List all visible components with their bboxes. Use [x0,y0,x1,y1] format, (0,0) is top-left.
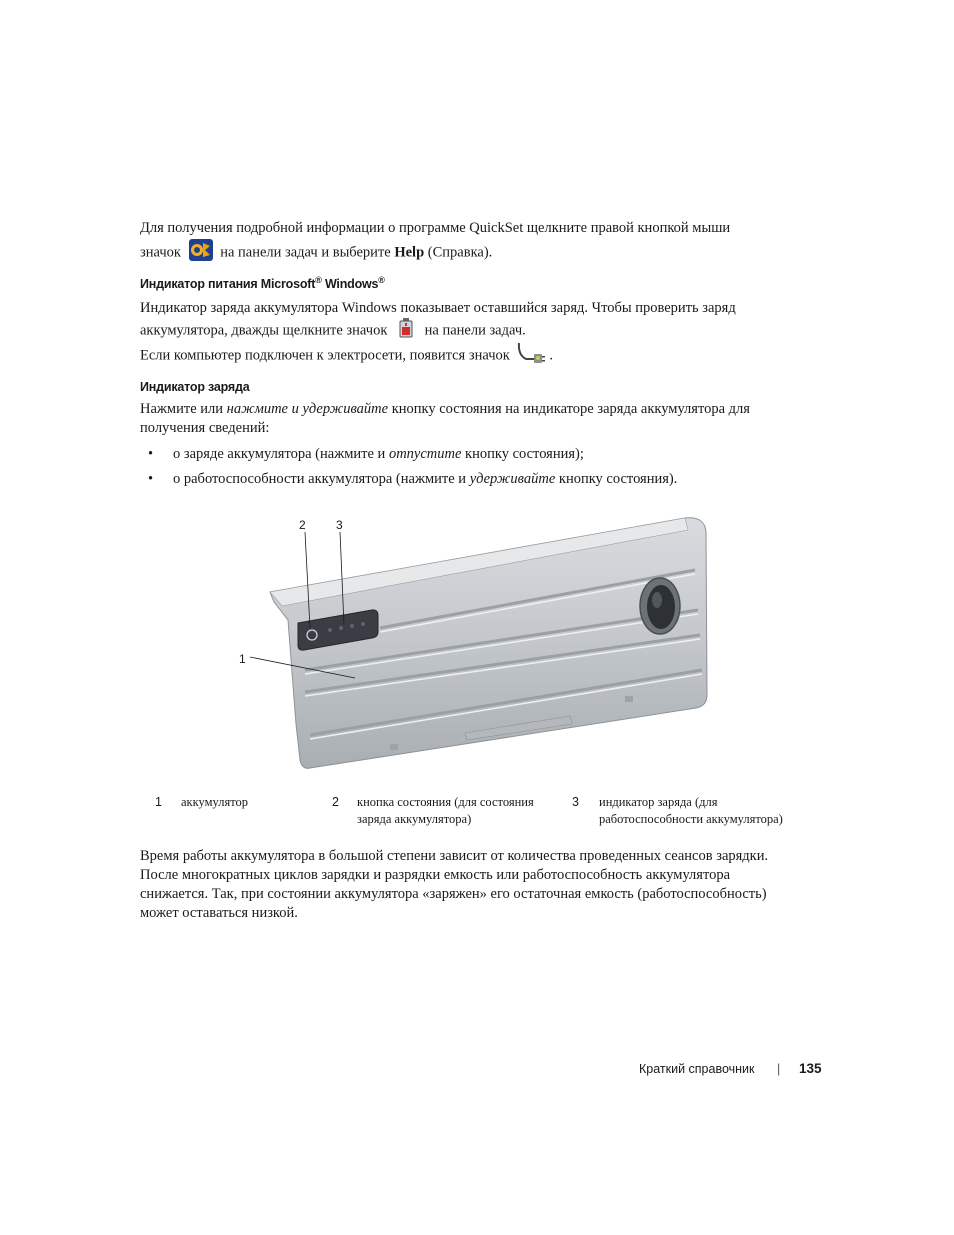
list-item: о заряде аккумулятора (нажмите и отпустите кнопку состояния); [173,446,584,462]
power-meter-paragraph: Индикатор заряда аккумулятора Windows показывает оставшийся заряд. Чтобы проверить заряд аккумулятора, дважды щелкните значок на панели задач. [140,299,820,339]
battery-figure [230,510,720,780]
legend-label-2: кнопка состояния (для состояния заряда аккумулятора) [357,795,534,826]
legend-label-1: аккумулятор [181,795,248,809]
charge-gauge-paragraph: Нажмите или нажмите и удерживайте кнопку состояния на индикаторе заряда аккумулятора для получения сведений: [140,401,750,436]
callout-1: 1 [239,652,246,666]
bullet-marker: • [148,446,154,462]
quickset-icon [188,238,214,268]
list-item: о работоспособности аккумулятора (нажмите и удерживайте кнопку состояния). [173,471,678,487]
legend-num-2: 2 [332,795,339,809]
intro-line-2: значок на панели задач и выберите Help (Справка). [140,238,820,260]
closing-paragraph: Время работы аккумулятора в большой степени зависит от количества проведенных сеансов зарядки. После многократных циклов зарядки и разрядки емкость или работоспособность аккумулятора снижается. Так, при состоянии аккумулятора «заряжен» его остаточная емкость (работоспособность) может оставаться низкой. [140,848,769,921]
callout-3: 3 [336,518,343,532]
legend-label-3: индикатор заряда (для работоспособности аккумулятора) [599,795,783,826]
power-plug-paragraph: Если компьютер подключен к электросети, появится значок . [140,341,820,371]
footer-separator: | [777,1062,781,1076]
heading-charge-gauge: Индикатор заряда [140,380,250,394]
page-number: 135 [799,1061,822,1076]
battery-illustration [230,510,720,780]
power-plug-icon [516,341,546,371]
legend-num-1: 1 [155,795,162,809]
bullet-marker: • [148,471,154,487]
intro-paragraph [140,219,820,260]
intro-line-1: Для получения подробной информации о программе QuickSet щелкните правой кнопкой мыши [140,220,731,236]
footer-section-title: Краткий справочник [639,1062,755,1076]
callout-2: 2 [299,518,306,532]
legend-num-3: 3 [572,795,579,809]
heading-power-meter: Индикатор питания Microsoft® Windows® [140,275,385,292]
